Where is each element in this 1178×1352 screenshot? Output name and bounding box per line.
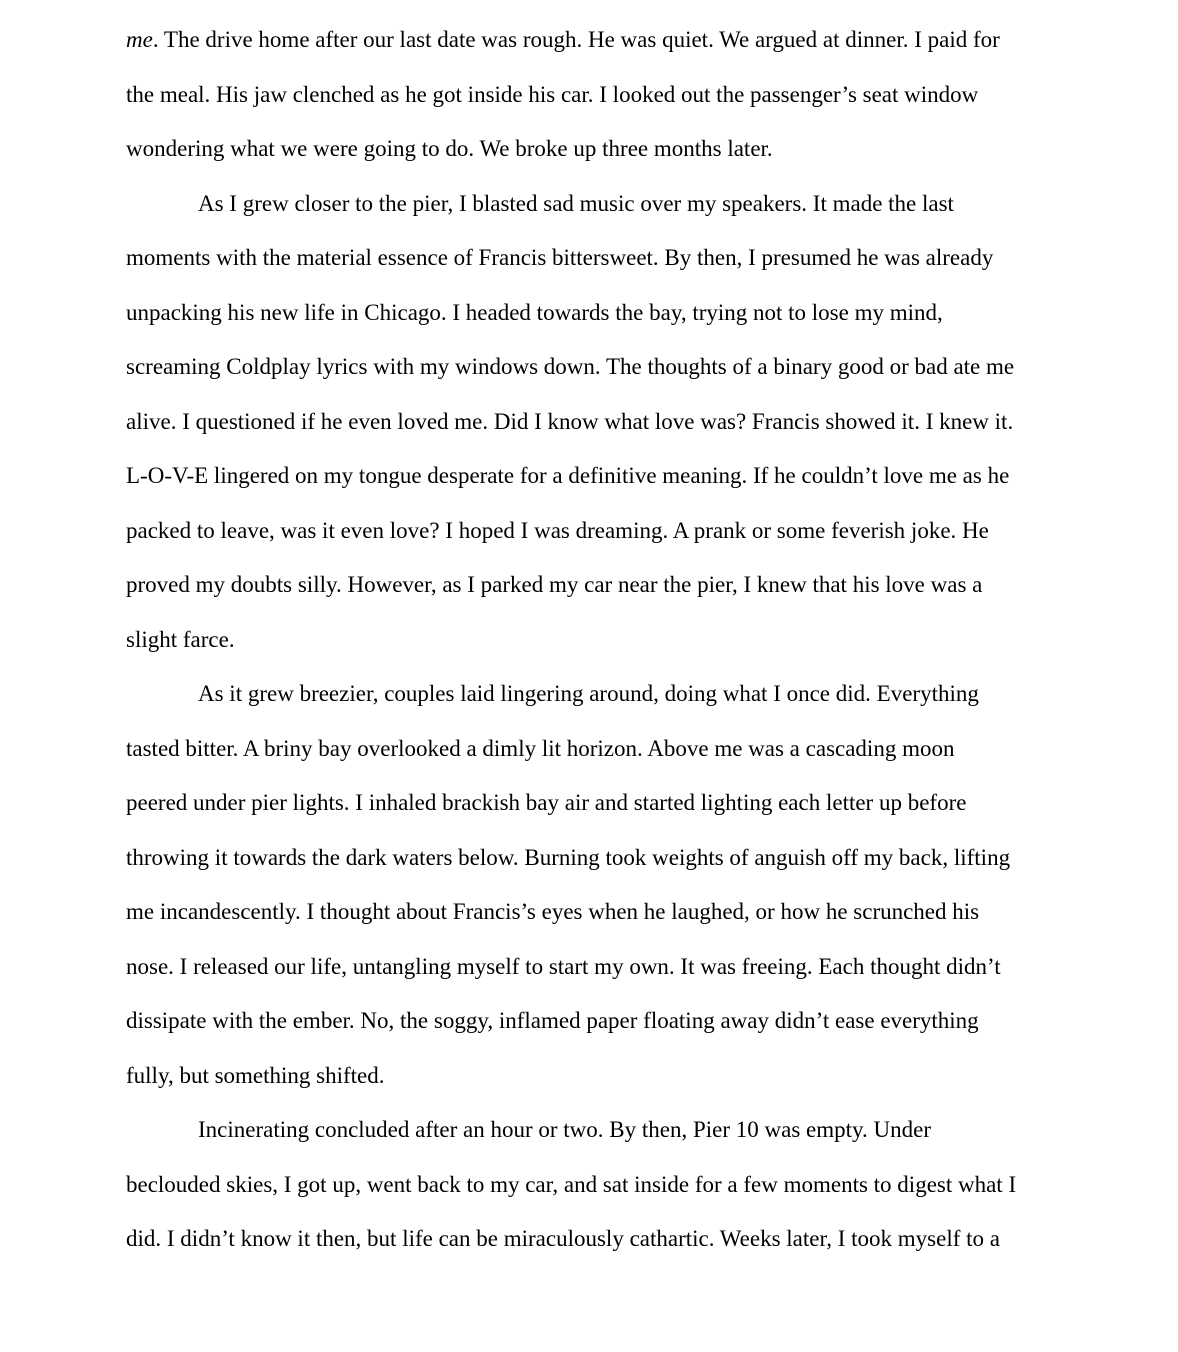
body-text (126, 22, 1056, 1276)
italic-word: me (126, 27, 153, 52)
paragraph-first-line: As it grew breezier, couples laid lingering around, doing what I once did. Everything (198, 681, 979, 706)
text-line: proved my doubts silly. However, as I parked my car near the pier, I knew that his love was a (126, 572, 983, 597)
paragraph-first-line: Incinerating concluded after an hour or two. By then, Pier 10 was empty. Under (198, 1117, 932, 1142)
text-line: dissipate with the ember. No, the soggy, inflamed paper floating away didn’t ease everything (126, 1008, 979, 1033)
text-line: did. I didn’t know it then, but life can be miraculously cathartic. Weeks later, I took myself to a (126, 1226, 1000, 1251)
line-text: . The drive home after our last date was rough. He was quiet. We argued at dinner. I paid for (152, 27, 1000, 52)
text-line: the meal. His jaw clenched as he got inside his car. I looked out the passenger’s seat window (126, 81, 979, 107)
text-line: fully, but something shifted. (126, 1062, 385, 1088)
text-line: tasted bitter. A briny bay overlooked a dimly lit horizon. Above me was a cascading moon (126, 735, 955, 761)
text-line: screaming Coldplay lyrics with my windows down. The thoughts of a binary good or bad ate me (126, 354, 1015, 379)
text-line: nose. I released our life, untangling myself to start my own. It was freeing. Each thought didn’t (126, 953, 1001, 979)
text-line: slight farce. (126, 626, 235, 652)
text-line: me incandescently. I thought about Francis’s eyes when he laughed, or how he scrunched his (126, 899, 980, 924)
text-line: packed to leave, was it even love? I hoped I was dreaming. A prank or some feverish joke. He (126, 517, 989, 543)
text-line: beclouded skies, I got up, went back to my car, and sat inside for a few moments to digest what I (126, 1171, 1017, 1197)
paragraph-first-line: As I grew closer to the pier, I blasted sad music over my speakers. It made the last (198, 190, 954, 216)
text-line: moments with the material essence of Francis bittersweet. By then, I presumed he was already (126, 245, 994, 270)
text-line: throwing it towards the dark waters below. Burning took weights of anguish off my back, lifting (126, 844, 1011, 870)
text-line: peered under pier lights. I inhaled brackish bay air and started lighting each letter up before (126, 790, 967, 815)
text-line: unpacking his new life in Chicago. I headed towards the bay, trying not to lose my mind, (126, 299, 943, 325)
text-line: alive. I questioned if he even loved me. Did I know what love was? Francis showed it. I knew it. (126, 408, 1014, 434)
text-line: wondering what we were going to do. We broke up three months later. (126, 136, 773, 161)
text-line (126, 22, 1056, 77)
text-line: L-O-V-E lingered on my tongue desperate for a definitive meaning. If he couldn’t love me as he (126, 463, 1010, 488)
